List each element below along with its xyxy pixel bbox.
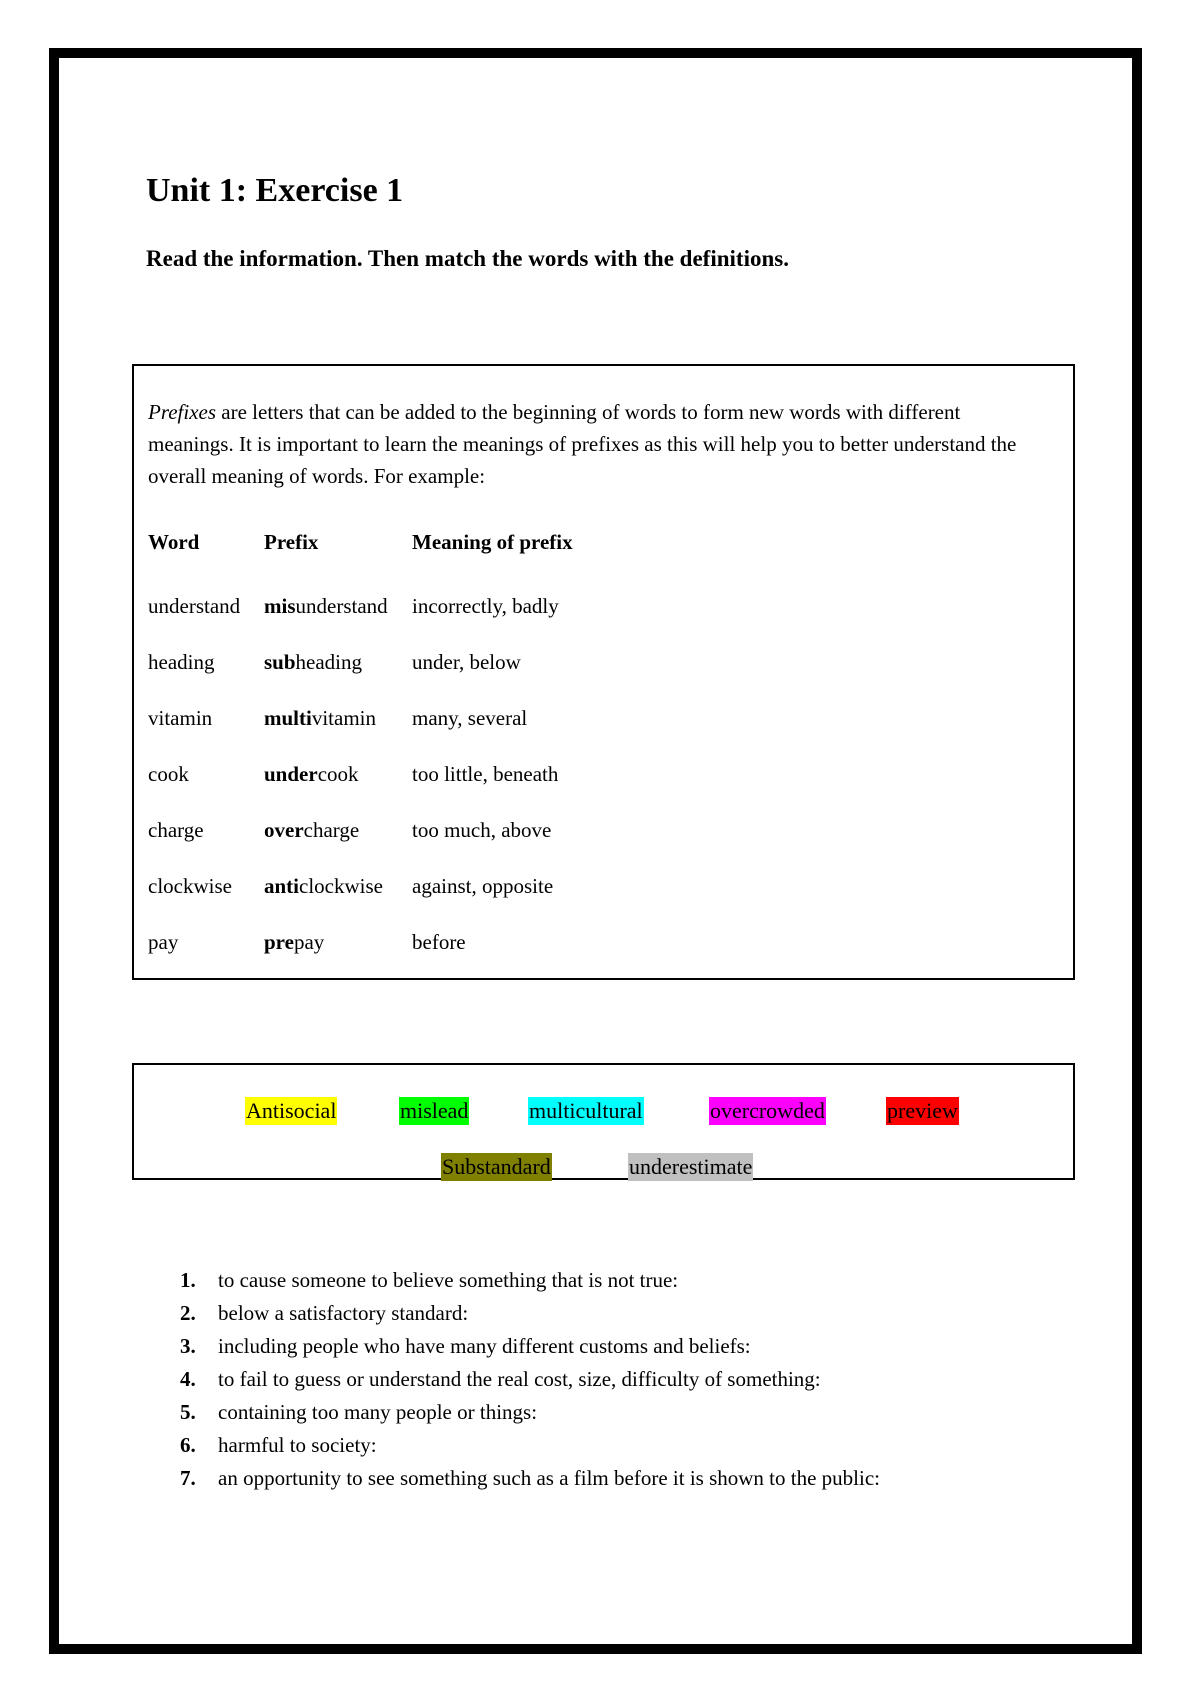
prefix-bold: anti [264, 873, 300, 898]
prefix-bold: over [264, 817, 304, 842]
word-bank-item-substandard: Substandard [442, 1154, 551, 1179]
row-word: understand [148, 593, 241, 618]
intro-text: are letters that can be added to the beginning of words to form new words with different meanings. It is important to learn the meanings of prefixes as this will help you to better understand the overall meaning of words. For example: [148, 400, 1017, 488]
definition-number: 1. [180, 1268, 196, 1292]
word-bank-item-preview: preview [887, 1098, 958, 1123]
list-item [180, 1330, 880, 1363]
row-meaning: under, below [412, 649, 521, 674]
row-meaning: against, opposite [412, 873, 554, 898]
row-prefix [262, 578, 410, 634]
list-item [180, 1363, 880, 1396]
row-prefix [262, 746, 410, 802]
intro-paragraph [148, 396, 1048, 492]
row-prefix [262, 634, 410, 690]
definition-number: 3. [180, 1334, 196, 1358]
definitions-list [180, 1264, 880, 1495]
definition-number: 2. [180, 1301, 196, 1325]
row-meaning: too little, beneath [412, 761, 559, 786]
list-item [180, 1462, 880, 1495]
table-row [146, 914, 579, 970]
definition-text: containing too many people or things: [218, 1400, 538, 1424]
definition-number: 7. [180, 1466, 196, 1490]
table-row [146, 690, 579, 746]
page-title: Unit 1: Exercise 1 [146, 172, 404, 209]
prefix-rest: cook [317, 761, 359, 786]
definition-number: 6. [180, 1433, 196, 1457]
table-row [146, 746, 579, 802]
word-bank-box [132, 1063, 1075, 1180]
definition-text: including people who have many different customs and beliefs: [218, 1334, 751, 1358]
word-bank-item-underestimate: underestimate [629, 1154, 753, 1179]
header-prefix: Prefix [264, 529, 319, 554]
row-prefix [262, 802, 410, 858]
definition-text: harmful to society: [218, 1433, 377, 1457]
prefix-rest: understand [295, 593, 388, 618]
prefix-info-box [132, 364, 1075, 980]
definition-text: an opportunity to see something such as a film before it is shown to the public: [218, 1466, 880, 1490]
prefix-rest: charge [303, 817, 360, 842]
word-bank-item-mislead: mislead [400, 1098, 469, 1123]
prefix-bold: mis [264, 593, 296, 618]
definition-text: to cause someone to believe something that is not true: [218, 1268, 679, 1292]
prefix-rest: heading [295, 649, 363, 674]
prefix-bold: pre [264, 929, 294, 954]
row-prefix [262, 858, 410, 914]
row-word: cook [148, 761, 189, 786]
list-item [180, 1297, 880, 1330]
word-bank-item-multicultural: multicultural [529, 1098, 643, 1123]
row-word: heading [148, 649, 215, 674]
definition-number: 4. [180, 1367, 196, 1391]
prefix-bold: sub [264, 649, 296, 674]
intro-italic-term: Prefixes [148, 400, 217, 424]
table-row [146, 858, 579, 914]
row-meaning: too much, above [412, 817, 552, 842]
definition-text: below a satisfactory standard: [218, 1301, 469, 1325]
word-bank-item-overcrowded: overcrowded [710, 1098, 825, 1123]
row-word: pay [148, 929, 179, 954]
definition-text: to fail to guess or understand the real cost, size, difficulty of something: [218, 1367, 821, 1391]
word-bank-item-antisocial: Antisocial [246, 1098, 337, 1123]
instruction-text: Read the information. Then match the words with the definitions. [146, 246, 789, 271]
row-prefix [262, 914, 410, 970]
row-meaning: incorrectly, badly [412, 593, 559, 618]
table-row [146, 578, 579, 634]
list-item [180, 1396, 880, 1429]
table-row [146, 802, 579, 858]
row-word: charge [148, 817, 204, 842]
header-meaning: Meaning of prefix [412, 529, 573, 554]
row-meaning: before [412, 929, 466, 954]
prefix-rest: clockwise [299, 873, 383, 898]
prefix-table [146, 518, 579, 970]
row-word: vitamin [148, 705, 213, 730]
prefix-table-header [146, 518, 579, 572]
definition-number: 5. [180, 1400, 196, 1424]
header-word: Word [148, 529, 200, 554]
list-item [180, 1429, 880, 1462]
table-row [146, 634, 579, 690]
prefix-rest: vitamin [311, 705, 377, 730]
row-word: clockwise [148, 873, 232, 898]
row-meaning: many, several [412, 705, 528, 730]
row-prefix [262, 690, 410, 746]
prefix-bold: under [264, 761, 318, 786]
list-item [180, 1264, 880, 1297]
prefix-rest: pay [293, 929, 325, 954]
prefix-bold: multi [264, 705, 312, 730]
